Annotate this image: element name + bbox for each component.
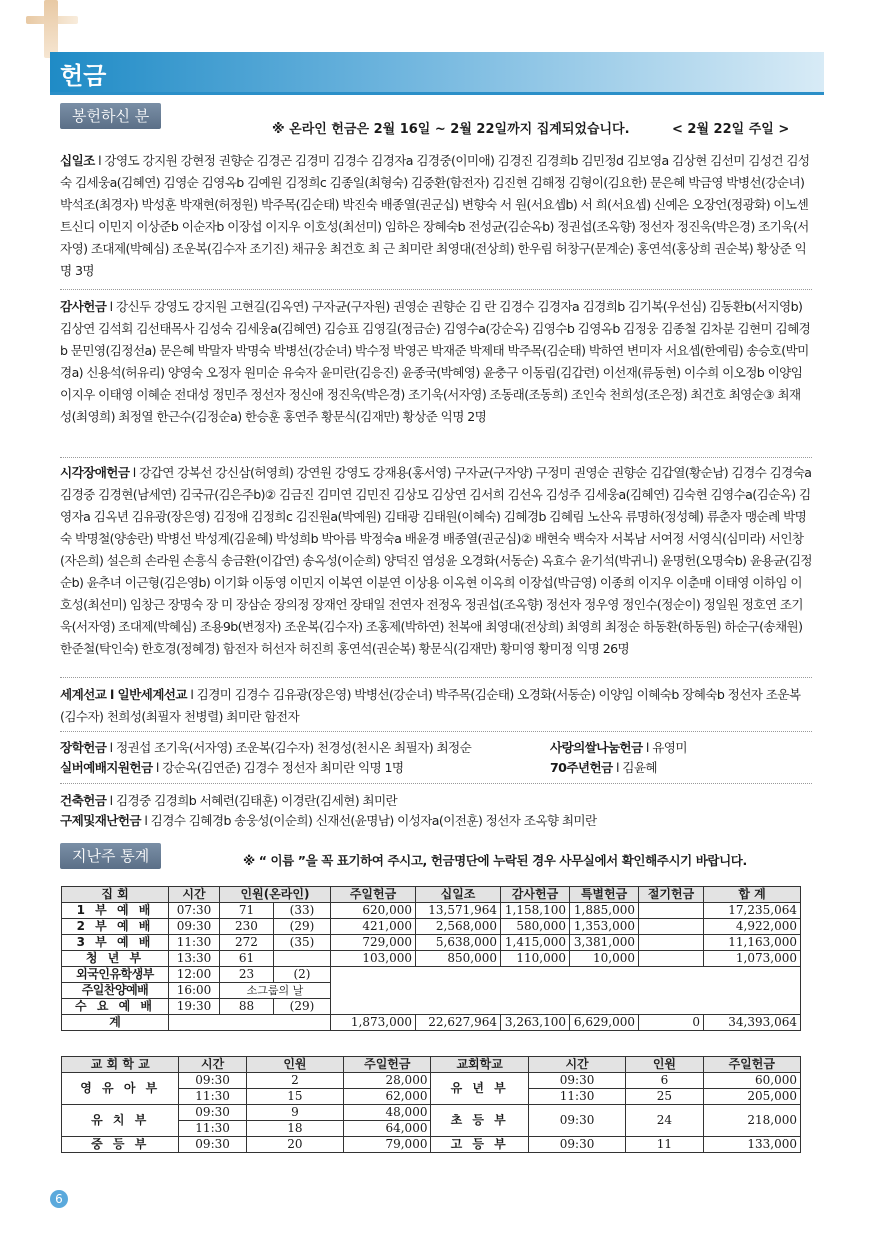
col-header: 시간: [179, 1057, 246, 1073]
page-number: 6: [50, 1190, 68, 1208]
tithe-names: l 강영도 강지원 강현정 권향순 김경곤 김경미 김경수 김경자a 김경중(이미애) 김경진 김경희b 김민정d 김보영a 김상현 김선미 김성건 김성숙 김세웅a(김혜연) 김영순 김영옥b 김예원 김정희c 김종일(최형숙) 김중환(함전자) 김진현 김해정 김형이(김요한) 문은혜 박금영 박병선(강순녀) 박석조(최경자) 박성훈 박재현(허정원) 박주목(김순태) 박진숙 배종열(권군십) 변향숙 서 원(서요셉b) 서 희(서요셉) 신예은 오장언(정광화) 이노센트신디 이민지 이상준b 이순자b 이장섭 이지우 이호성(최선미) 임하은 장혜숙b 전성균(김순옥b) 정권섭(조옥향) 정선자 정진욱(박은경) 조기욱(서자영) 조대제(박혜심) 조운복(김수자 조기진) 채규웅 최건호 최 근 최미란 최영대(전상희) 한우림 허창구(문계순) 홍연석(홍상희 권순복) 황상준 익명 3명: [60, 153, 810, 278]
col-header: 시간: [169, 887, 220, 903]
cell: 11: [626, 1137, 703, 1153]
cell: 6,629,000: [570, 1015, 639, 1031]
cell: 218,000: [703, 1105, 800, 1137]
building-label: 건축헌금: [60, 793, 107, 808]
sum-label: 계: [62, 1015, 169, 1031]
cell: 0: [639, 1015, 704, 1031]
dept-name: 영 유 아 부: [62, 1073, 179, 1105]
cell: 580,000: [501, 919, 570, 935]
service-name: 청 년 부: [62, 951, 169, 967]
cell: 71: [220, 903, 274, 919]
cell: 1,353,000: [570, 919, 639, 935]
cell: (29): [273, 919, 330, 935]
col-header: 인원: [626, 1057, 703, 1073]
service-name: 2 부 예 배: [62, 919, 169, 935]
cell: 205,000: [703, 1089, 800, 1105]
cell: 1,158,100: [501, 903, 570, 919]
cell: 18: [246, 1121, 343, 1137]
col-header: 교회학교: [431, 1057, 528, 1073]
cell: 61: [220, 951, 274, 967]
cell: (35): [273, 935, 330, 951]
cell: [639, 935, 704, 951]
cell: 12:00: [169, 967, 220, 983]
mission-names: l 김경미 김경수 김유광(장은영) 박병선(강순녀) 박주목(김순태) 오경화(서동순) 이양임 이혜숙b 장혜숙b 정선자 조운복(김수자) 천희성(최필자 천병렬) 최미란 함전자: [60, 687, 801, 724]
scholar-label: 장학헌금: [60, 740, 107, 755]
page-title: 헌금: [60, 62, 107, 90]
scholar-line: [60, 738, 550, 758]
rice-label: 사랑의쌀나눔헌금: [550, 740, 643, 755]
title-underline: [50, 92, 824, 95]
cell: 2: [246, 1073, 343, 1089]
cell: 421,000: [331, 919, 416, 935]
cross-icon-vertical: [44, 0, 58, 58]
school-table: [61, 1056, 801, 1153]
cell: 133,000: [703, 1137, 800, 1153]
cell: 09:30: [528, 1073, 625, 1089]
cell: 1,873,000: [331, 1015, 416, 1031]
service-name: 1 부 예 배: [62, 903, 169, 919]
cell: 272: [220, 935, 274, 951]
cell: (33): [273, 903, 330, 919]
cell: 850,000: [416, 951, 501, 967]
cell: 소그룹의 날: [220, 983, 331, 999]
cell: 19:30: [169, 999, 220, 1015]
service-name: 3 부 예 배: [62, 935, 169, 951]
cell: 11:30: [179, 1089, 246, 1105]
building-line: [60, 791, 397, 811]
silver-label: 실버예배지원헌금: [60, 760, 153, 775]
cell: 09:30: [179, 1105, 246, 1121]
thanks-label: 감사헌금: [60, 299, 107, 314]
dept-name: 초 등 부: [431, 1105, 528, 1137]
col-header: 집 회: [62, 887, 169, 903]
dept-name: 중 등 부: [62, 1137, 179, 1153]
cell: 09:30: [528, 1105, 625, 1137]
cell: 09:30: [169, 919, 220, 935]
cell: 07:30: [169, 903, 220, 919]
cell: 11,163,000: [704, 935, 801, 951]
silver-names: l 강순옥(김연준) 김경수 정선자 최미란 익명 1명: [152, 760, 404, 775]
cell: 11:30: [179, 1121, 246, 1137]
mission-label: 세계선교 l 일반세계선교: [60, 687, 187, 702]
thanks-section: [60, 296, 812, 450]
scholar-names: l 정권섭 조기욱(서자영) 조운복(김수자) 천경성(천시온 최필자) 최정순: [106, 740, 472, 755]
cell: 103,000: [331, 951, 416, 967]
col-header: 인원(온라인): [220, 887, 331, 903]
tithe-section: [60, 150, 812, 282]
relief-names: l 김경수 김혜경b 송웅성(이순희) 신재선(윤명남) 이성자a(이전훈) 정선자 조옥향 최미란: [140, 813, 597, 828]
service-name: 외국인유학생부: [62, 967, 169, 983]
col-header: 십일조: [416, 887, 501, 903]
cell: 620,000: [331, 903, 416, 919]
cell: 62,000: [344, 1089, 431, 1105]
relief-label: 구제및재난헌금: [60, 813, 141, 828]
table-row: [62, 903, 801, 919]
col-header: 주일헌금: [703, 1057, 800, 1073]
stats-notice: ※ “ 이름 ”을 꼭 표기하여 주시고, 헌금명단에 누락된 경우 사무실에서 확인해주시기 바랍니다.: [243, 853, 747, 868]
cell: 1,415,000: [501, 935, 570, 951]
cell: 09:30: [179, 1073, 246, 1089]
table-sum-row: [62, 1015, 801, 1031]
col-header: 시간: [528, 1057, 625, 1073]
cell: 16:00: [169, 983, 220, 999]
last-week-tag: 지난주 통계: [60, 843, 161, 869]
cell: 48,000: [344, 1105, 431, 1121]
col-header: 교 회 학 교: [62, 1057, 179, 1073]
vision-label: 시각장애헌금: [60, 465, 130, 480]
table-row: [62, 951, 801, 967]
table-header: [62, 887, 801, 903]
cell: 88: [220, 999, 274, 1015]
dept-name: 유 치 부: [62, 1105, 179, 1137]
tithe-label: 십일조: [60, 153, 95, 168]
cell: 2,568,000: [416, 919, 501, 935]
divider: [60, 731, 812, 732]
col-header: 주일헌금: [331, 887, 416, 903]
online-notice: ※ 온라인 헌금은 2월 16일 ~ 2월 22일까지 집계되었습니다.: [272, 122, 630, 137]
col-header: 합 계: [704, 887, 801, 903]
cell: 64,000: [344, 1121, 431, 1137]
col-header: 인원: [246, 1057, 343, 1073]
col-header: 감사헌금: [501, 887, 570, 903]
table-row: [62, 935, 801, 951]
divider: [60, 457, 812, 458]
notice-date: < 2월 22일 주일 >: [672, 122, 790, 137]
cell: 09:30: [528, 1137, 625, 1153]
cell: 17,235,064: [704, 903, 801, 919]
table-header: [62, 1057, 801, 1073]
rice-line: [550, 738, 687, 758]
cell: 3,263,100: [501, 1015, 570, 1031]
cell: 13,571,964: [416, 903, 501, 919]
vision-section: [60, 462, 812, 682]
cell: 6: [626, 1073, 703, 1089]
table-row: [62, 919, 801, 935]
cell: 09:30: [179, 1137, 246, 1153]
table-row: [62, 1105, 801, 1121]
cell: [639, 903, 704, 919]
cell: 13:30: [169, 951, 220, 967]
cell: 230: [220, 919, 274, 935]
empty-cell: [331, 967, 801, 1015]
donors-tag: 봉헌하신 분: [60, 103, 161, 129]
anniv-line: [550, 758, 657, 778]
cell: 28,000: [344, 1073, 431, 1089]
cell: 25: [626, 1089, 703, 1105]
cell: 3,381,000: [570, 935, 639, 951]
relief-line: [60, 811, 597, 831]
table-row: [62, 1073, 801, 1089]
dept-name: 유 년 부: [431, 1073, 528, 1105]
anniv-label: 70주년헌금: [550, 760, 613, 775]
table-row: [62, 967, 801, 983]
table-row: [62, 1137, 801, 1153]
cell: 20: [246, 1137, 343, 1153]
service-name: 수 요 예 배: [62, 999, 169, 1015]
cell: 79,000: [344, 1137, 431, 1153]
title-bar: [50, 52, 824, 92]
cell: [273, 951, 330, 967]
cell: 11:30: [169, 935, 220, 951]
cell: 729,000: [331, 935, 416, 951]
cell: 34,393,064: [704, 1015, 801, 1031]
service-name: 주일찬양예배: [62, 983, 169, 999]
cell: (2): [273, 967, 330, 983]
cell: 5,638,000: [416, 935, 501, 951]
dept-name: 고 등 부: [431, 1137, 528, 1153]
cell: 22,627,964: [416, 1015, 501, 1031]
cell: 11:30: [528, 1089, 625, 1105]
cell: 23: [220, 967, 274, 983]
cell: (29): [273, 999, 330, 1015]
building-names: l 김경중 김경희b 서혜련(김태훈) 이경란(김세현) 최미란: [106, 793, 398, 808]
cell: 24: [626, 1105, 703, 1137]
empty-cell: [169, 1015, 331, 1031]
mission-section: [60, 684, 812, 728]
col-header: 절기헌금: [639, 887, 704, 903]
cell: 15: [246, 1089, 343, 1105]
cell: [639, 951, 704, 967]
thanks-names: l 강신두 강영도 강지원 고현길(김옥연) 구자균(구자원) 권영순 권향순 김 란 김경수 김경자a 김경희b 김기복(우선심) 김동환b(서지영b) 김상연 김석회 김선태목사 김성숙 김세웅a(김혜연) 김승표 김영길(정금순) 김영수a(강순옥) 김영수b 김영옥b 김정웅 김종철 김차분 김현미 김혜경b 문민영(김정선a) 문은혜 박말자 박명숙 박병선(강순녀) 박수정 박영곤 박재준 박제태 박주목(김순태) 박하연 변미자 서요셉(한예림) 송승호(박미경a) 신용석(허유리) 양영숙 오정자 원미순 유숙자 윤미란(김응진) 윤종국(박혜영) 윤충구 이동림(김갑련) 이선재(류동현) 이수희 이오정b 이양임 이지우 이태영 이혜순 전대성 정민주 정선자 정신애 정진욱(박은경) 조기욱(서자영) 조동래(조동희) 조인숙 천희성(조은정) 최건호 최영순③ 최재성(최영희) 최정열 한근수(김정순a) 한승훈 홍연주 황문식(김재만) 황상준 익명 2명: [60, 299, 811, 424]
attendance-table: [61, 886, 801, 1031]
cell: 110,000: [501, 951, 570, 967]
vision-names: l 강갑연 강복선 강신삼(허영희) 강연원 강영도 강재용(홍서영) 구자균(구자양) 구정미 권영순 권향순 김갑열(황순남) 김경수 김경숙a 김경중 김경현(남세연) 김국규(김은주b)② 김금진 김미연 김민진 김상모 김상연 김서희 김선옥 김성주 김세웅a(김혜연) 김숙현 김영수a(김순옥) 김영자a 김옥년 김유광(장은영) 김정애 김정희c 김진원a(박예원) 김태광 김태원(이혜숙) 김혜경b 김혜림 노산옥 류명하(정성혜) 류춘자 맹순례 박명숙 박명철(양송란) 박병선 박성계(김윤혜) 박성희b 박아름 박정숙a 배윤경 배종열(권군심)② 배현숙 백숙자 서복남 서여정 서영식(심미라) 서인창(자은희) 설은희 손라원 손흥식 송금환(이갑연) 송옥성(이순희) 양덕진 염성윤 오경화(서동순) 옥효수 윤기석(박귀니) 윤명헌(오명숙b) 윤용균(김정순b) 윤추녀 이근형(김은영b) 이기화 이동영 이민지 이복연 이분연 이상용 이옥현 이옥희 이장섭(박금영) 이종희 이지우 이춘매 이태영 이하임 이호성(최선미) 임창근 장명숙 장 미 장삼순 장의정 장재언 장태일 전연자 전정옥 정권섭(조옥향) 정선자 정우영 정인수(정순이) 정일원 정호연 조기욱(서자영) 조대제(박혜심) 조용9b(변정자) 조운복(김수자) 조홍제(박하연) 천복애 최영대(전상희) 최영희 최정순 하동환(하동원) 하순구(송채원) 한준철(탁인숙) 한호경(정혜경) 함전자 허선자 허진희 홍연석(권순복) 황문식(김재만) 황미영 황미정 익명 26명: [60, 465, 812, 656]
cell: 1,885,000: [570, 903, 639, 919]
silver-line: [60, 758, 550, 778]
cell: 10,000: [570, 951, 639, 967]
anniv-names: l 김윤혜: [612, 760, 657, 775]
cell: 1,073,000: [704, 951, 801, 967]
cell: 9: [246, 1105, 343, 1121]
col-header: 특별헌금: [570, 887, 639, 903]
cell: 4,922,000: [704, 919, 801, 935]
divider: [60, 289, 812, 290]
divider: [60, 677, 812, 678]
cell: 60,000: [703, 1073, 800, 1089]
col-header: 주일헌금: [344, 1057, 431, 1073]
cell: [639, 919, 704, 935]
rice-names: l 유영미: [642, 740, 687, 755]
divider: [60, 783, 812, 784]
